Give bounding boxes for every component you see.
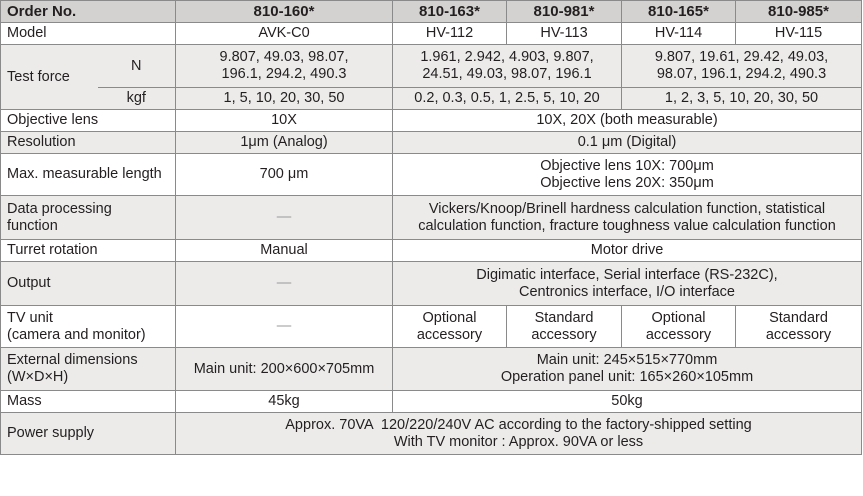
value-line: Approx. 70VA 120/220/240V AC according to the factory-shipped setting — [285, 416, 752, 433]
model-value: HV-115 — [736, 23, 862, 45]
objective-lens-value: 10X — [176, 110, 393, 132]
value-line: 98.07, 196.1, 294.2, 490.3 — [656, 66, 827, 82]
label-line: External dimensions — [7, 352, 138, 368]
label-line: (camera and monitor) — [7, 326, 146, 343]
value-line: Standard — [534, 309, 594, 326]
data-processing-value — [393, 196, 862, 240]
turret-label: Turret rotation — [1, 240, 176, 262]
label-line: Data processing — [7, 200, 112, 217]
order-no-label: Order No. — [1, 1, 176, 23]
table-row — [1, 45, 862, 88]
test-force-kgf-value: 0.2, 0.3, 0.5, 1, 2.5, 5, 10, 20 — [393, 88, 622, 110]
max-length-label: Max. measurable length — [1, 154, 176, 196]
output-label: Output — [1, 262, 176, 306]
model-value: AVK-C0 — [176, 23, 393, 45]
value-line: With TV monitor : Approx. 90VA or less — [393, 433, 644, 450]
dimensions-value: Main unit: 200×600×705mm — [176, 348, 393, 391]
table-row — [1, 1, 862, 23]
mass-value: 45kg — [176, 391, 393, 413]
value-line: Objective lens 10X: 700μm — [540, 157, 714, 174]
output-value — [393, 262, 862, 306]
tv-unit-value — [507, 306, 622, 348]
table-row — [1, 348, 862, 391]
table-row — [1, 88, 862, 110]
data-processing-value: — — [176, 196, 393, 240]
objective-lens-value: 10X, 20X (both measurable) — [393, 110, 862, 132]
dimensions-value — [393, 348, 862, 391]
value-line: Objective lens 20X: 350μm — [540, 174, 714, 191]
dimensions-label — [1, 348, 176, 391]
value-line: Vickers/Knoop/Brinell hardness calculation function, statistical — [428, 200, 826, 217]
order-number: 810-165* — [622, 1, 736, 23]
test-force-n-value — [176, 45, 393, 88]
value-line: Digimatic interface, Serial interface (RS-232C), — [476, 266, 778, 283]
order-number: 810-981* — [507, 1, 622, 23]
value-line: calculation function, fracture toughness value calculation function — [418, 217, 836, 234]
table-row — [1, 196, 862, 240]
value-line: accessory — [645, 326, 712, 343]
test-force-n-value — [393, 45, 622, 88]
max-length-value — [393, 154, 862, 196]
model-label: Model — [1, 23, 176, 45]
value-line: accessory — [531, 326, 597, 343]
data-processing-label — [1, 196, 176, 240]
test-force-n-value — [622, 45, 862, 88]
turret-value: Manual — [176, 240, 393, 262]
table-row — [1, 306, 862, 348]
label-line: (W×D×H) — [7, 369, 69, 385]
table-row — [1, 23, 862, 45]
test-force-kgf-unit: kgf — [98, 88, 176, 110]
resolution-value: 1μm (Analog) — [176, 132, 393, 154]
tv-unit-value — [393, 306, 507, 348]
tv-unit-value — [622, 306, 736, 348]
table-row — [1, 262, 862, 306]
objective-lens-label: Objective lens — [1, 110, 176, 132]
value-line: 9.807, 49.03, 98.07, — [219, 49, 349, 65]
test-force-n-unit: N — [98, 45, 176, 88]
resolution-value: 0.1 μm (Digital) — [393, 132, 862, 154]
tv-unit-value: — — [176, 306, 393, 348]
label-line: function — [7, 217, 58, 234]
model-value: HV-113 — [507, 23, 622, 45]
model-value: HV-112 — [393, 23, 507, 45]
test-force-kgf-value: 1, 5, 10, 20, 30, 50 — [176, 88, 393, 110]
order-number: 810-163* — [393, 1, 507, 23]
table-row — [1, 240, 862, 262]
power-supply-label: Power supply — [1, 413, 176, 455]
table-row — [1, 154, 862, 196]
tv-unit-label — [1, 306, 176, 348]
tv-unit-value — [736, 306, 862, 348]
mass-label: Mass — [1, 391, 176, 413]
test-force-kgf-value: 1, 2, 3, 5, 10, 20, 30, 50 — [622, 88, 862, 110]
model-value: HV-114 — [622, 23, 736, 45]
value-line: Operation panel unit: 165×260×105mm — [500, 369, 754, 385]
value-line: Centronics interface, I/O interface — [519, 283, 735, 300]
value-line: accessory — [416, 326, 483, 343]
value-line: Optional — [651, 309, 706, 326]
value-line: 1.961, 2.942, 4.903, 9.807, — [420, 49, 594, 65]
value-line: 9.807, 19.61, 29.42, 49.03, — [654, 49, 829, 65]
resolution-label: Resolution — [1, 132, 176, 154]
value-line: Standard — [769, 309, 828, 326]
power-supply-value — [176, 413, 862, 455]
turret-value: Motor drive — [393, 240, 862, 262]
value-line: accessory — [765, 326, 832, 343]
value-line: 196.1, 294.2, 490.3 — [221, 66, 347, 82]
value-line: 24.51, 49.03, 98.07, 196.1 — [422, 66, 592, 82]
max-length-value: 700 μm — [176, 154, 393, 196]
table-row — [1, 110, 862, 132]
table-row — [1, 132, 862, 154]
table-row — [1, 391, 862, 413]
table-row — [1, 413, 862, 455]
order-number: 810-985* — [736, 1, 862, 23]
test-force-label: Test force — [1, 45, 98, 110]
value-line: Optional — [422, 309, 477, 326]
order-number: 810-160* — [176, 1, 393, 23]
value-line: Main unit: 245×515×770mm — [536, 352, 718, 368]
label-line: TV unit — [7, 309, 53, 326]
output-value: — — [176, 262, 393, 306]
mass-value: 50kg — [393, 391, 862, 413]
